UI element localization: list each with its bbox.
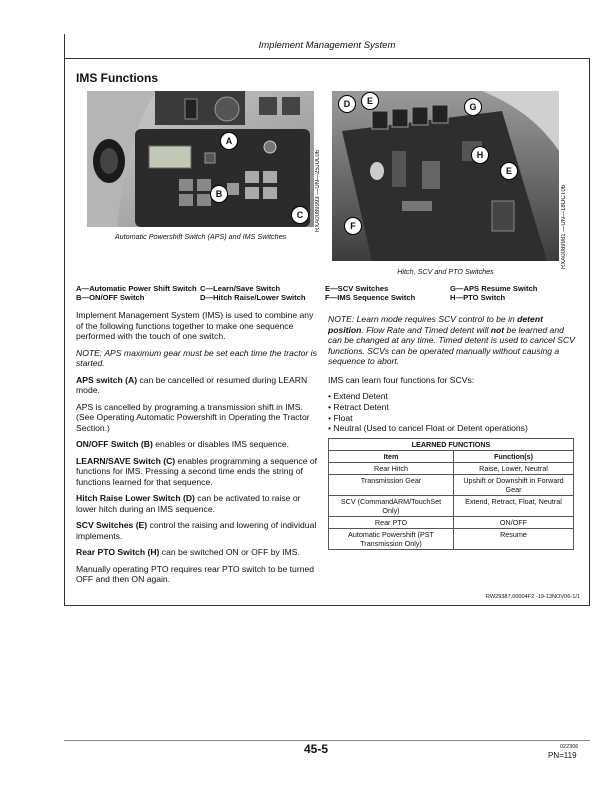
pto-paragraph — [76, 547, 321, 558]
aps-ims-switch-panel-image — [87, 91, 314, 227]
table-cell: ON/OFF — [454, 517, 574, 529]
aps-switch-paragraph — [76, 375, 321, 396]
right-column — [328, 314, 578, 550]
list-item: • Neutral (Used to cancel Float or Detent operations) — [328, 423, 578, 434]
scv-functions-intro: IMS can learn four functions for SCVs: — [328, 374, 475, 385]
table-row — [329, 529, 574, 550]
callout-f: F — [344, 217, 362, 235]
note-part-3: be learned and can be changed at any time. Timed detent is used to cancel SCV functions. SCVs can be operated manually without causing a sequence to abort. — [328, 324, 575, 366]
legend-e: E—SCV Switches — [325, 284, 389, 293]
table-cell: Resume — [454, 529, 574, 550]
legend-f: F—IMS Sequence Switch — [325, 293, 416, 302]
hitch-term: Hitch Raise Lower Switch (D) — [76, 493, 195, 503]
list-item: • Retract Detent — [328, 402, 578, 413]
section-title: IMS Functions — [76, 71, 158, 85]
legend-d: D—Hitch Raise/Lower Switch — [200, 293, 306, 302]
left-figure-caption: Automatic Powershift Switch (APS) and IMS Switches — [114, 232, 287, 241]
legend-g: G—APS Resume Switch — [450, 284, 538, 293]
pn-label: PN=119 — [548, 751, 577, 760]
aps-switch-desc: can be cancelled or resumed during LEARN mode. — [76, 374, 308, 395]
onoff-term: ON/OFF Switch (B) — [76, 439, 153, 449]
table-cell: Extend, Retract, Float, Neutral — [454, 496, 574, 517]
right-figure-caption: Hitch, SCV and PTO Switches — [397, 267, 494, 276]
callout-a: A — [220, 132, 238, 150]
pto-term: Rear PTO Switch (H) — [76, 547, 160, 557]
legend-h: H—PTO Switch — [450, 293, 506, 302]
page-number: 45-5 — [303, 742, 329, 756]
aps-cancel-paragraph: APS is cancelled by programing a transmission shift in IMS. (See Operating Automatic Powershift in Operating the Tractor Section.) — [76, 401, 310, 433]
left-figure-id: RXA0089993 —UN—25JUL06 — [315, 150, 321, 233]
table-cell: SCV (CommandARM/TouchSet Only) — [329, 496, 454, 517]
table-title: LEARNED FUNCTIONS — [329, 439, 574, 451]
table-cell: Rear PTO — [329, 517, 454, 529]
table-row — [329, 496, 574, 517]
left-column — [76, 310, 321, 585]
note-detent-position: detent position — [328, 314, 543, 335]
legend-c: C—Learn/Save Switch — [200, 284, 281, 293]
table-header-item: Item — [329, 451, 454, 463]
callout-d: D — [338, 95, 356, 113]
learn-save-desc: enables programming a sequence of functions for IMS. Pressing a second time ends the string of functions learned for that sequence. — [76, 455, 318, 487]
footer-rule — [64, 740, 590, 741]
scv-term: SCV Switches (E) — [76, 520, 148, 530]
scv-functions-list — [328, 391, 578, 434]
learn-mode-note — [328, 314, 578, 367]
aps-ims-photo — [87, 91, 314, 227]
learn-save-term: LEARN/SAVE Switch (C) — [76, 455, 176, 466]
legend-a: A—Automatic Power Shift Switch — [76, 284, 197, 293]
callout-e-right: E — [500, 162, 518, 180]
callout-b: B — [210, 185, 228, 203]
hitch-desc: can be activated to raise or lower hitch during an IMS sequence. — [76, 493, 301, 514]
intro-paragraph: Implement Management System (IMS) is used to combine any of the following functions together to make one sequence performed with the touch of one switch. — [76, 310, 314, 341]
table-row — [329, 517, 574, 529]
table-header-functions: Function(s) — [454, 451, 574, 463]
hitch-paragraph — [76, 493, 321, 514]
right-figure-id: RXA0089981 —UN—18OCT06 — [561, 185, 567, 270]
table-row — [329, 463, 574, 475]
learn-save-paragraph — [76, 456, 321, 488]
table-cell: Upshift or Downshift in Forward Gear — [454, 475, 574, 496]
scv-paragraph — [76, 520, 321, 541]
callout-e-top: E — [361, 92, 379, 110]
callout-h: H — [471, 146, 489, 164]
table-cell: Transmission Gear — [329, 475, 454, 496]
list-item: • Extend Detent — [328, 391, 578, 402]
note-part-2: . Flow Rate and Timed detent will — [361, 324, 491, 335]
list-item: • Float — [328, 413, 578, 424]
manual-pto-paragraph: Manually operating PTO requires rear PTO switch to be turned OFF and then ON again. — [76, 563, 315, 584]
learned-functions-table — [328, 438, 574, 550]
hitch-scv-pto-photo — [332, 91, 559, 261]
note-not: not — [490, 324, 505, 335]
aps-switch-term: APS switch (A) — [76, 374, 138, 385]
legend-b: B—ON/OFF Switch — [76, 293, 145, 302]
table-cell: Raise, Lower, Neutral — [454, 463, 574, 475]
onoff-paragraph — [76, 439, 321, 450]
hitch-scv-pto-image — [332, 91, 559, 261]
callout-c: C — [291, 206, 309, 224]
table-cell: Automatic Powershift (PST Transmission Only) — [329, 529, 454, 550]
reference-code: RW29387,00004F2 -19-13NOV06-1/1 — [485, 594, 580, 600]
scv-desc: control the raising and lowering of individual implements. — [76, 520, 317, 541]
aps-note: NOTE: APS maximum gear must be set each time the tractor is started. — [76, 347, 317, 368]
footer-date-code: 022306 — [560, 744, 579, 750]
pto-desc: can be switched ON or OFF by IMS. — [159, 547, 300, 557]
table-cell: Rear Hitch — [329, 463, 454, 475]
note-part-1: NOTE: Learn mode requires SCV control to be in — [328, 314, 518, 324]
onoff-desc: enables or disables IMS sequence. — [152, 439, 290, 449]
table-row — [329, 475, 574, 496]
page-header: Implement Management System — [258, 40, 396, 51]
callout-g: G — [464, 98, 482, 116]
